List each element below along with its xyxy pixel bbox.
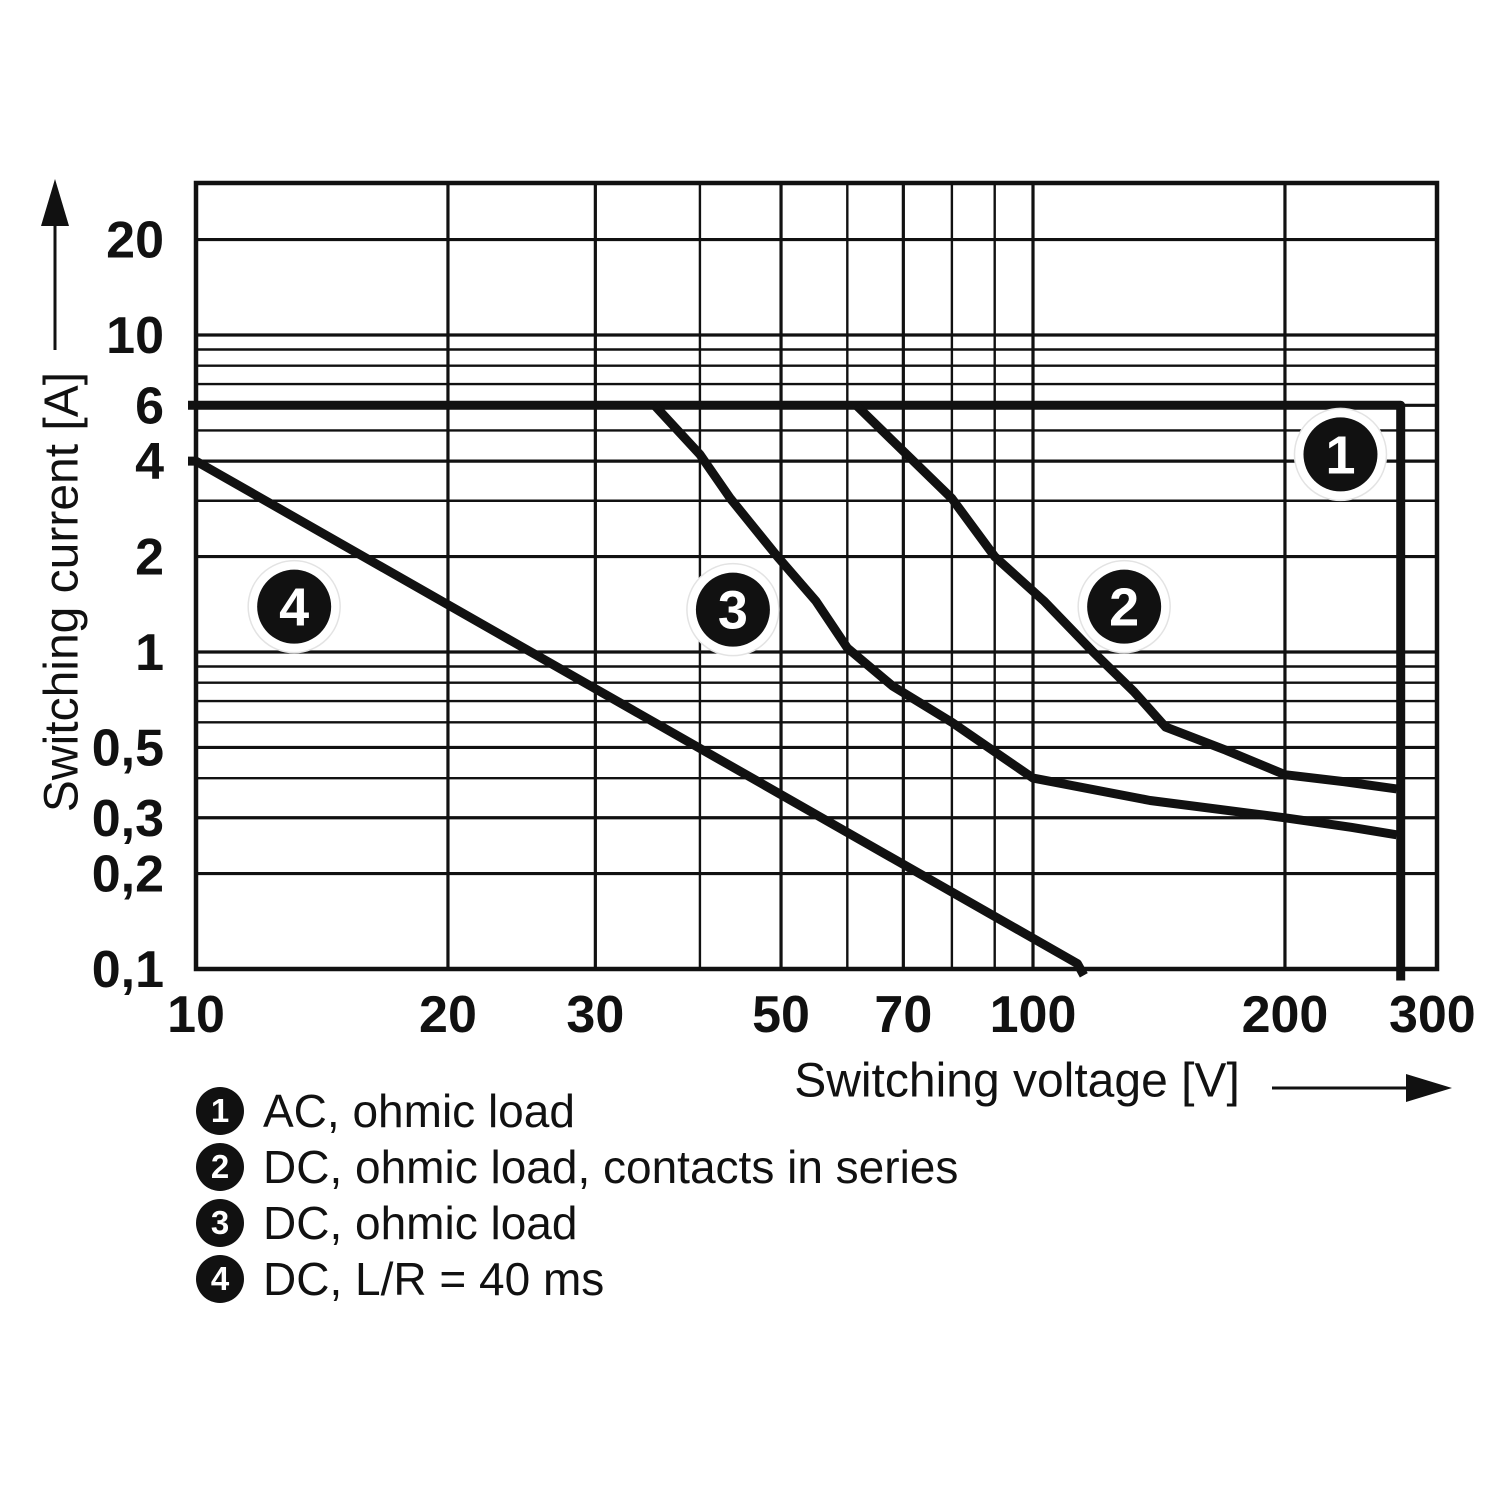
y-tick-label: 0,2 xyxy=(91,845,164,904)
legend-item xyxy=(196,1199,958,1247)
y-tick-label: 0,5 xyxy=(91,719,164,778)
y-tick-label: 4 xyxy=(135,433,164,492)
x-tick-label: 20 xyxy=(419,986,477,1044)
x-tick-label: 50 xyxy=(752,986,810,1044)
legend-item xyxy=(196,1143,958,1191)
y-tick-label: 10 xyxy=(106,307,164,365)
legend-label: DC, ohmic load, contacts in series xyxy=(263,1141,959,1193)
legend-item xyxy=(196,1255,958,1303)
marker-digit: 4 xyxy=(279,577,310,638)
x-tick-label: 30 xyxy=(566,986,625,1044)
marker-digit: 1 xyxy=(1325,425,1356,486)
legend-marker-4-icon: 4 xyxy=(196,1255,244,1303)
y-tick-label: 6 xyxy=(135,377,164,436)
y-tick-label: 2 xyxy=(135,528,164,587)
legend-label: DC, L/R = 40 ms xyxy=(263,1253,605,1305)
x-axis-title: Switching voltage [V] xyxy=(794,1054,1240,1108)
curve-marker-2 xyxy=(1078,561,1170,653)
legend-marker-1-icon: 1 xyxy=(196,1087,244,1135)
x-tick-label: 100 xyxy=(989,986,1077,1044)
curve-marker-3 xyxy=(687,564,779,656)
x-tick-label: 10 xyxy=(167,986,225,1044)
legend xyxy=(196,1087,958,1311)
x-tick-label: 70 xyxy=(874,986,933,1044)
y-axis-title: Switching current [A] xyxy=(35,371,89,813)
curve-1 xyxy=(188,405,1401,980)
legend-marker-2-icon: 2 xyxy=(196,1143,244,1191)
y-tick-label: 1 xyxy=(135,624,164,682)
x-axis-arrow-icon xyxy=(1272,1074,1452,1102)
legend-item xyxy=(196,1087,958,1135)
x-tick-label: 200 xyxy=(1241,986,1329,1044)
marker-digit: 3 xyxy=(717,580,748,641)
marker-digit: 2 xyxy=(1109,577,1140,638)
legend-marker-3-icon: 3 xyxy=(196,1199,244,1247)
y-tick-label: 20 xyxy=(106,211,164,270)
y-axis-arrow-icon xyxy=(41,179,69,350)
curve-marker-4 xyxy=(248,561,340,653)
legend-label: AC, ohmic load xyxy=(263,1085,575,1137)
y-tick-label: 0,1 xyxy=(91,941,164,999)
curve-marker-1 xyxy=(1294,408,1386,500)
plot-border xyxy=(196,183,1437,969)
legend-label: DC, ohmic load xyxy=(263,1197,578,1249)
x-tick-label: 300 xyxy=(1388,986,1476,1044)
y-tick-label: 0,3 xyxy=(91,789,164,848)
